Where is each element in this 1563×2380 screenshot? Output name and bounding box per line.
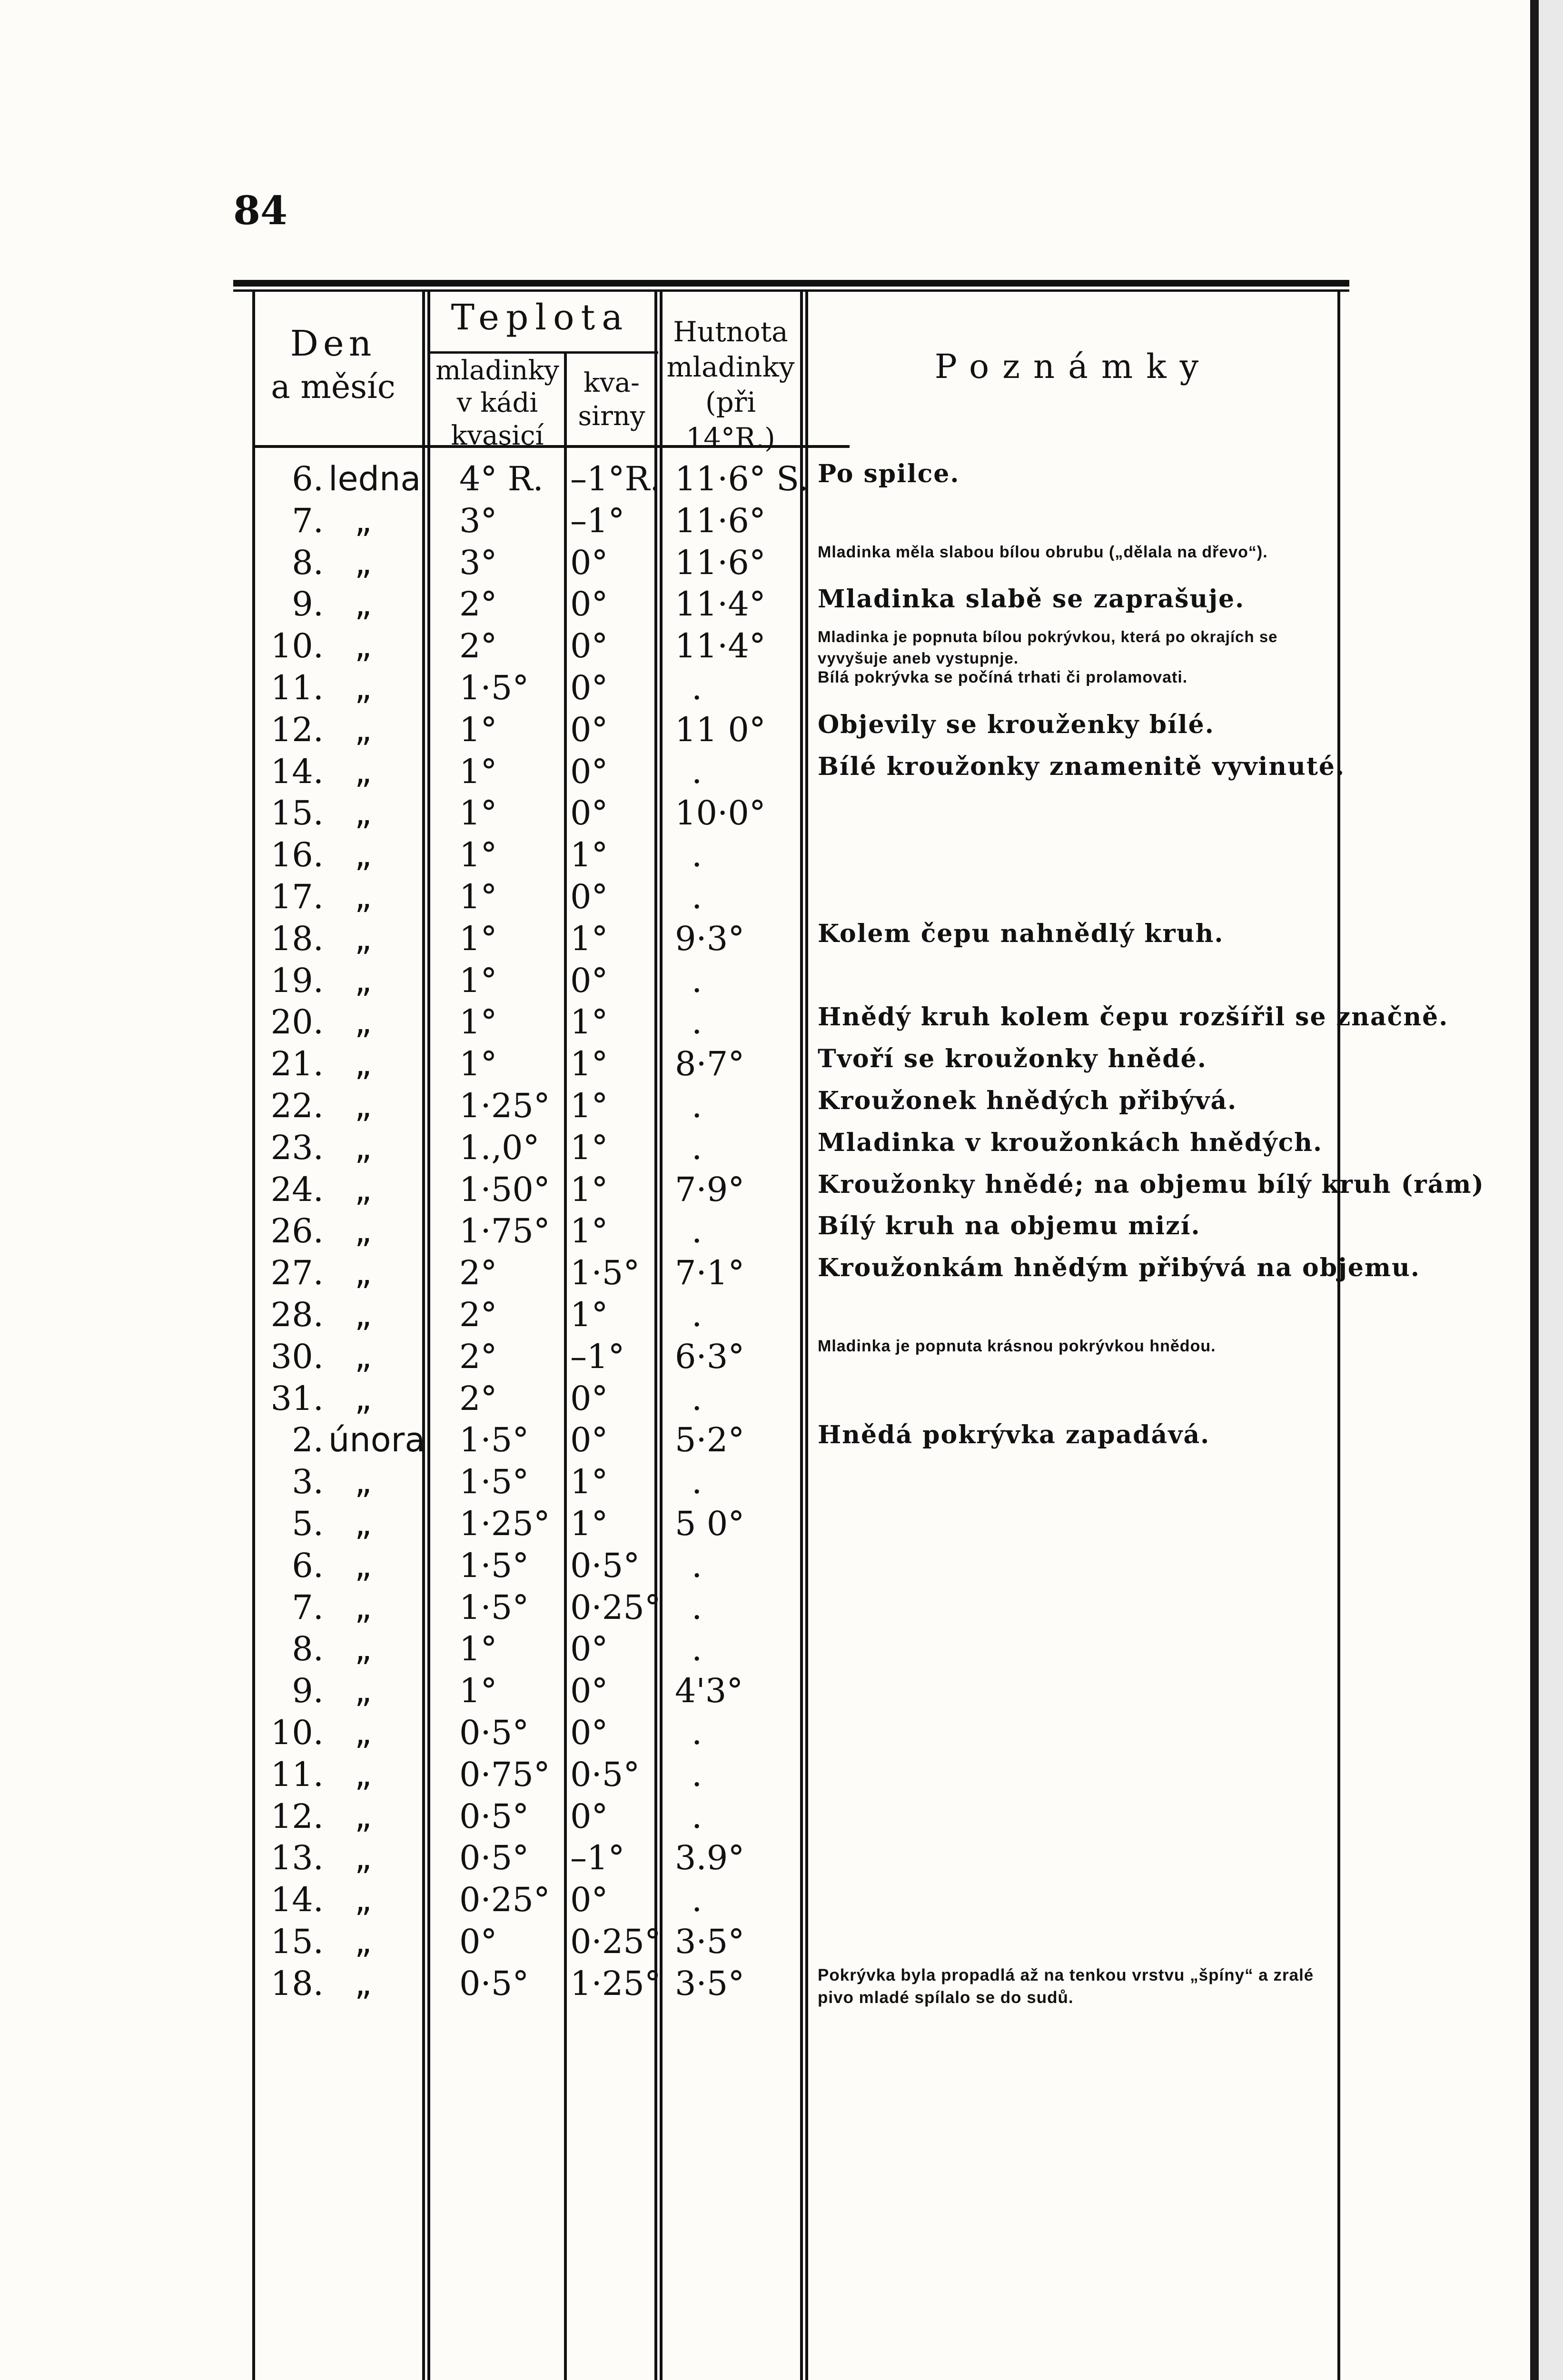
row-hutnota: 11·6° [675,543,766,582]
table-row [0,459,1563,502]
row-month: „ [355,1379,372,1418]
row-hutnota: . [692,1546,702,1585]
row-temp-kvasirny: 0·5° [570,1546,640,1585]
row-day: 10. [270,1713,324,1752]
row-month: „ [355,1629,372,1668]
top-rule-thin [233,289,1349,292]
row-note: Bílé kroužonky znamenitě vyvinuté. [818,752,1345,781]
header-mladinky-line3: kvasicí [451,420,544,451]
row-temp-mladinky: 0·5° [459,1838,529,1877]
row-day: 24. [270,1170,324,1209]
row-temp-mladinky: 1° [459,877,497,916]
row-temp-kvasirny: –1° [570,1838,625,1877]
table-row [0,1964,1563,2007]
row-day: 13. [270,1838,324,1877]
header-teplota: Teplota [451,297,630,338]
row-month: „ [355,1671,372,1710]
row-month: „ [355,793,372,833]
row-temp-kvasirny: 0° [570,1713,608,1752]
row-temp-mladinky: 4° R. [459,459,544,498]
header-mladinky-line1: mladinky [435,355,559,386]
row-day: 23. [270,1128,324,1167]
row-temp-kvasirny: 0° [570,1420,608,1459]
header-kvasirny [574,367,650,433]
table-row [0,919,1563,962]
row-day: 6. [292,1546,324,1585]
row-temp-mladinky: 0° [459,1922,497,1961]
row-hutnota: 3·5° [675,1964,745,2003]
row-hutnota: . [692,1295,702,1334]
table-row [0,1044,1563,1087]
table-row [0,1295,1563,1338]
row-day: 14. [270,752,324,791]
row-month: „ [355,1044,372,1083]
row-month: „ [355,585,372,624]
row-day: 16. [270,835,324,874]
row-day: 10. [270,626,324,665]
row-temp-mladinky: 1·75° [459,1211,550,1250]
table-row [0,1797,1563,1840]
row-temp-kvasirny: 1·25° [570,1964,661,2003]
row-hutnota: . [692,1797,702,1836]
row-hutnota: 9·3° [675,919,745,958]
table-row [0,1504,1563,1547]
row-day: 15. [270,1922,324,1961]
table-row [0,543,1563,586]
table-row [0,668,1563,711]
row-month: „ [355,1797,372,1836]
row-month: „ [355,1295,372,1334]
row-temp-mladinky: 3° [459,501,497,540]
row-day: 8. [292,543,324,582]
table-row [0,752,1563,795]
row-day: 21. [270,1044,324,1083]
row-day: 6. [292,459,324,498]
row-hutnota: 11·4° [675,585,766,624]
row-month: „ [355,877,372,916]
row-month: „ [355,1253,372,1292]
row-day: 5. [292,1504,324,1543]
row-day: 11. [270,668,324,707]
header-hutnota [659,314,802,456]
table-row [0,1755,1563,1798]
row-hutnota: 11 0° [675,710,766,749]
row-month: „ [355,752,372,791]
row-hutnota: 11·6° S. [675,459,809,498]
row-note: Mladinka je popnuta krásnou pokrývkou hnědou. [818,1337,1216,1355]
row-temp-kvasirny: –1° [570,1337,625,1376]
row-note: Hnědá pokrývka zapadává. [818,1420,1210,1449]
row-day: 8. [292,1629,324,1668]
row-hutnota: . [692,1755,702,1794]
row-temp-mladinky: 1·5° [459,1420,529,1459]
table-row [0,585,1563,627]
row-month: „ [355,1755,372,1794]
row-month: „ [355,1462,372,1501]
row-temp-mladinky: 1° [459,1671,497,1710]
row-temp-mladinky: 2° [459,1295,497,1334]
row-month: „ [355,835,372,874]
row-temp-kvasirny: –1°R. [570,459,661,498]
row-month: „ [355,543,372,582]
table-row [0,1671,1563,1714]
row-hutnota: . [692,1128,702,1167]
row-temp-kvasirny: 1·5° [570,1253,640,1292]
row-hutnota: . [692,1713,702,1752]
row-temp-mladinky: 1° [459,793,497,833]
row-temp-kvasirny: 1° [570,1044,608,1083]
row-note: Tvoří se kroužonky hnědé. [818,1044,1207,1073]
teplota-underline [427,351,658,354]
header-hutnota-line1: Hutnota [673,316,788,348]
row-temp-mladinky: 2° [459,585,497,624]
row-day: 11. [270,1755,324,1794]
table-row [0,710,1563,753]
row-temp-mladinky: 1° [459,835,497,874]
row-day: 3. [292,1462,324,1501]
top-rule-thick [233,280,1349,287]
row-temp-mladinky: 1·5° [459,1546,529,1585]
row-hutnota: . [692,1629,702,1668]
row-month: „ [355,710,372,749]
row-temp-kvasirny: 0° [570,961,608,1000]
row-hutnota: 5·2° [675,1420,745,1459]
row-month: „ [355,626,372,665]
header-hutnota-line3: (při 14°R.) [686,386,775,454]
row-temp-mladinky: 2° [459,1253,497,1292]
table-row [0,501,1563,544]
row-note: Kolem čepu nahnědlý kruh. [818,919,1224,948]
row-hutnota: 3.9° [675,1838,745,1877]
row-temp-mladinky: 1·25° [459,1086,550,1125]
table-row [0,1629,1563,1672]
row-month: „ [355,1211,372,1250]
row-note: Mladinka v kroužonkách hnědých. [818,1128,1323,1157]
row-day: 7. [292,501,324,540]
row-note: Mladinka měla slabou bílou obrubu („dělala na dřevo“). [818,543,1268,561]
row-month: „ [355,1922,372,1961]
row-hutnota: . [692,668,702,707]
row-hutnota: . [692,1086,702,1125]
row-temp-kvasirny: 1° [570,835,608,874]
table-row [0,961,1563,1004]
table-row [0,626,1563,669]
row-temp-mladinky: 1·25° [459,1504,550,1543]
table-row [0,1588,1563,1631]
row-month: „ [355,1838,372,1877]
table-row [0,1922,1563,1965]
row-month: „ [355,1964,372,2003]
row-day: 26. [270,1211,324,1250]
header-den: Den [290,323,376,364]
row-temp-kvasirny: 0° [570,1629,608,1668]
row-note: Mladinka je popnuta bílou pokrývkou, která po okrajích se vyvyšuje aneb vystupnje. [818,628,1278,667]
header-mladinky-line2: v kádi [456,387,538,419]
row-temp-kvasirny: 0·5° [570,1755,640,1794]
page-number: 84 [233,188,288,234]
row-temp-kvasirny: 0° [570,752,608,791]
table-row [0,1379,1563,1422]
table-row [0,1546,1563,1589]
row-temp-kvasirny: 1° [570,1211,608,1250]
row-hutnota: 5 0° [675,1504,745,1543]
row-temp-mladinky: 1·5° [459,1462,529,1501]
row-temp-kvasirny: 1° [570,919,608,958]
table-row [0,1211,1563,1254]
row-temp-mladinky: 0·25° [459,1880,550,1919]
row-temp-kvasirny: 1° [570,1504,608,1543]
row-note: Kroužonky hnědé; na objemu bílý kruh (rám) [818,1170,1485,1199]
row-day: 19. [270,961,324,1000]
row-temp-kvasirny: 0° [570,877,608,916]
row-hutnota: 6·3° [675,1337,745,1376]
header-hutnota-line2: mladinky [666,351,795,384]
table-row [0,1337,1563,1380]
row-temp-kvasirny: 1° [570,1002,608,1041]
row-hutnota: 10·0° [675,793,766,833]
row-hutnota: . [692,877,702,916]
row-temp-mladinky: 1° [459,752,497,791]
row-temp-kvasirny: 0° [570,710,608,749]
row-day: 2. [292,1420,324,1459]
row-note: Po spilce. [818,459,960,488]
row-temp-mladinky: 1° [459,961,497,1000]
header-mladinky [431,355,564,452]
row-hutnota: 3·5° [675,1922,745,1961]
row-temp-kvasirny: –1° [570,501,625,540]
row-temp-kvasirny: 1° [570,1086,608,1125]
row-temp-mladinky: 2° [459,1337,497,1376]
row-month: ledna [328,459,421,498]
row-month: „ [355,501,372,540]
row-day: 17. [270,877,324,916]
row-temp-kvasirny: 0° [570,668,608,707]
row-day: 14. [270,1880,324,1919]
row-day: 12. [270,710,324,749]
header-kvasirny-line1: kva- [584,367,640,398]
row-temp-mladinky: 0·5° [459,1713,529,1752]
table-row [0,835,1563,878]
row-day: 27. [270,1253,324,1292]
row-temp-kvasirny: 0° [570,793,608,833]
row-temp-mladinky: 1·5° [459,1588,529,1627]
row-month: „ [355,1880,372,1919]
row-note: Mladinka slabě se zaprašuje. [818,585,1245,614]
row-hutnota: . [692,961,702,1000]
row-hutnota: . [692,1211,702,1250]
row-day: 28. [270,1295,324,1334]
row-temp-kvasirny: 0° [570,1379,608,1418]
row-day: 22. [270,1086,324,1125]
row-hutnota: . [692,1379,702,1418]
row-month: „ [355,1546,372,1585]
row-day: 9. [292,1671,324,1710]
row-day: 31. [270,1379,324,1418]
row-temp-mladinky: 0·5° [459,1964,529,2003]
table-row [0,1086,1563,1129]
row-temp-mladinky: 1° [459,1002,497,1041]
table-row [0,1838,1563,1881]
row-note: Pokrývka byla propadlá až na tenkou vrstvu „špíny“ a zralé pivo mladé spílalo se do sudů. [818,1966,1314,2007]
row-hutnota: 11·6° [675,501,766,540]
row-hutnota: . [692,835,702,874]
header-a-mesic: a měsíc [271,368,396,406]
row-hutnota: . [692,1462,702,1501]
row-temp-kvasirny: 0° [570,585,608,624]
row-temp-mladinky: 1.‚0° [459,1128,540,1167]
row-hutnota: 4'3° [675,1671,743,1710]
row-temp-kvasirny: 0° [570,1671,608,1710]
header-poznamky: Poznámky [934,347,1212,386]
row-temp-mladinky: 0·5° [459,1797,529,1836]
row-temp-mladinky: 0·75° [459,1755,550,1794]
row-month: „ [355,1128,372,1167]
row-month: „ [355,1086,372,1125]
row-temp-kvasirny: 1° [570,1462,608,1501]
row-hutnota: . [692,1588,702,1627]
table-row [0,1880,1563,1923]
row-month: února [328,1420,425,1459]
row-hutnota: 11·4° [675,626,766,665]
table-row [0,1170,1563,1213]
row-day: 20. [270,1002,324,1041]
row-day: 18. [270,919,324,958]
table-row [0,1420,1563,1463]
row-temp-mladinky: 3° [459,543,497,582]
row-month: „ [355,1588,372,1627]
table-row [0,1253,1563,1296]
header-kvasirny-line2: sirny [578,401,645,432]
row-temp-kvasirny: 0° [570,1880,608,1919]
row-temp-mladinky: 2° [459,626,497,665]
row-hutnota: 7·1° [675,1253,745,1292]
row-month: „ [355,961,372,1000]
row-day: 7. [292,1588,324,1627]
row-note: Bílý kruh na objemu mizí. [818,1211,1201,1240]
row-note: Kroužonek hnědých přibývá. [818,1086,1237,1115]
row-month: „ [355,668,372,707]
row-month: „ [355,1504,372,1543]
table-row [0,1713,1563,1756]
table-row [0,1002,1563,1045]
table-row [0,793,1563,836]
row-temp-kvasirny: 1° [570,1128,608,1167]
row-day: 30. [270,1337,324,1376]
row-temp-mladinky: 1·50° [459,1170,550,1209]
row-day: 15. [270,793,324,833]
row-note: Objevily se krouženky bílé. [818,710,1215,739]
row-temp-mladinky: 2° [459,1379,497,1418]
row-temp-kvasirny: 0° [570,626,608,665]
row-note: Hnědý kruh kolem čepu rozšířil se značně. [818,1002,1449,1031]
row-temp-mladinky: 1° [459,1044,497,1083]
row-temp-kvasirny: 1° [570,1295,608,1334]
row-hutnota: 7·9° [675,1170,745,1209]
row-month: „ [355,1002,372,1041]
row-day: 9. [292,585,324,624]
row-hutnota: . [692,1002,702,1041]
row-temp-kvasirny: 1° [570,1170,608,1209]
row-month: „ [355,919,372,958]
table-row [0,1462,1563,1505]
row-month: „ [355,1713,372,1752]
table-row [0,877,1563,920]
row-hutnota: . [692,1880,702,1919]
row-note: Bílá pokrývka se počíná trhati či prolamovati. [818,668,1188,686]
row-day: 12. [270,1797,324,1836]
row-month: „ [355,1337,372,1376]
row-temp-kvasirny: 0·25° [570,1588,661,1627]
row-temp-mladinky: 1·5° [459,668,529,707]
row-temp-kvasirny: 0·25° [570,1922,661,1961]
row-temp-mladinky: 1° [459,710,497,749]
table-row [0,1128,1563,1171]
row-temp-mladinky: 1° [459,919,497,958]
row-temp-kvasirny: 0° [570,1797,608,1836]
row-hutnota: 8·7° [675,1044,745,1083]
row-note: Kroužonkám hnědým přibývá na objemu. [818,1253,1420,1282]
row-month: „ [355,1170,372,1209]
row-day: 18. [270,1964,324,2003]
row-temp-kvasirny: 0° [570,543,608,582]
row-hutnota: . [692,752,702,791]
row-temp-mladinky: 1° [459,1629,497,1668]
